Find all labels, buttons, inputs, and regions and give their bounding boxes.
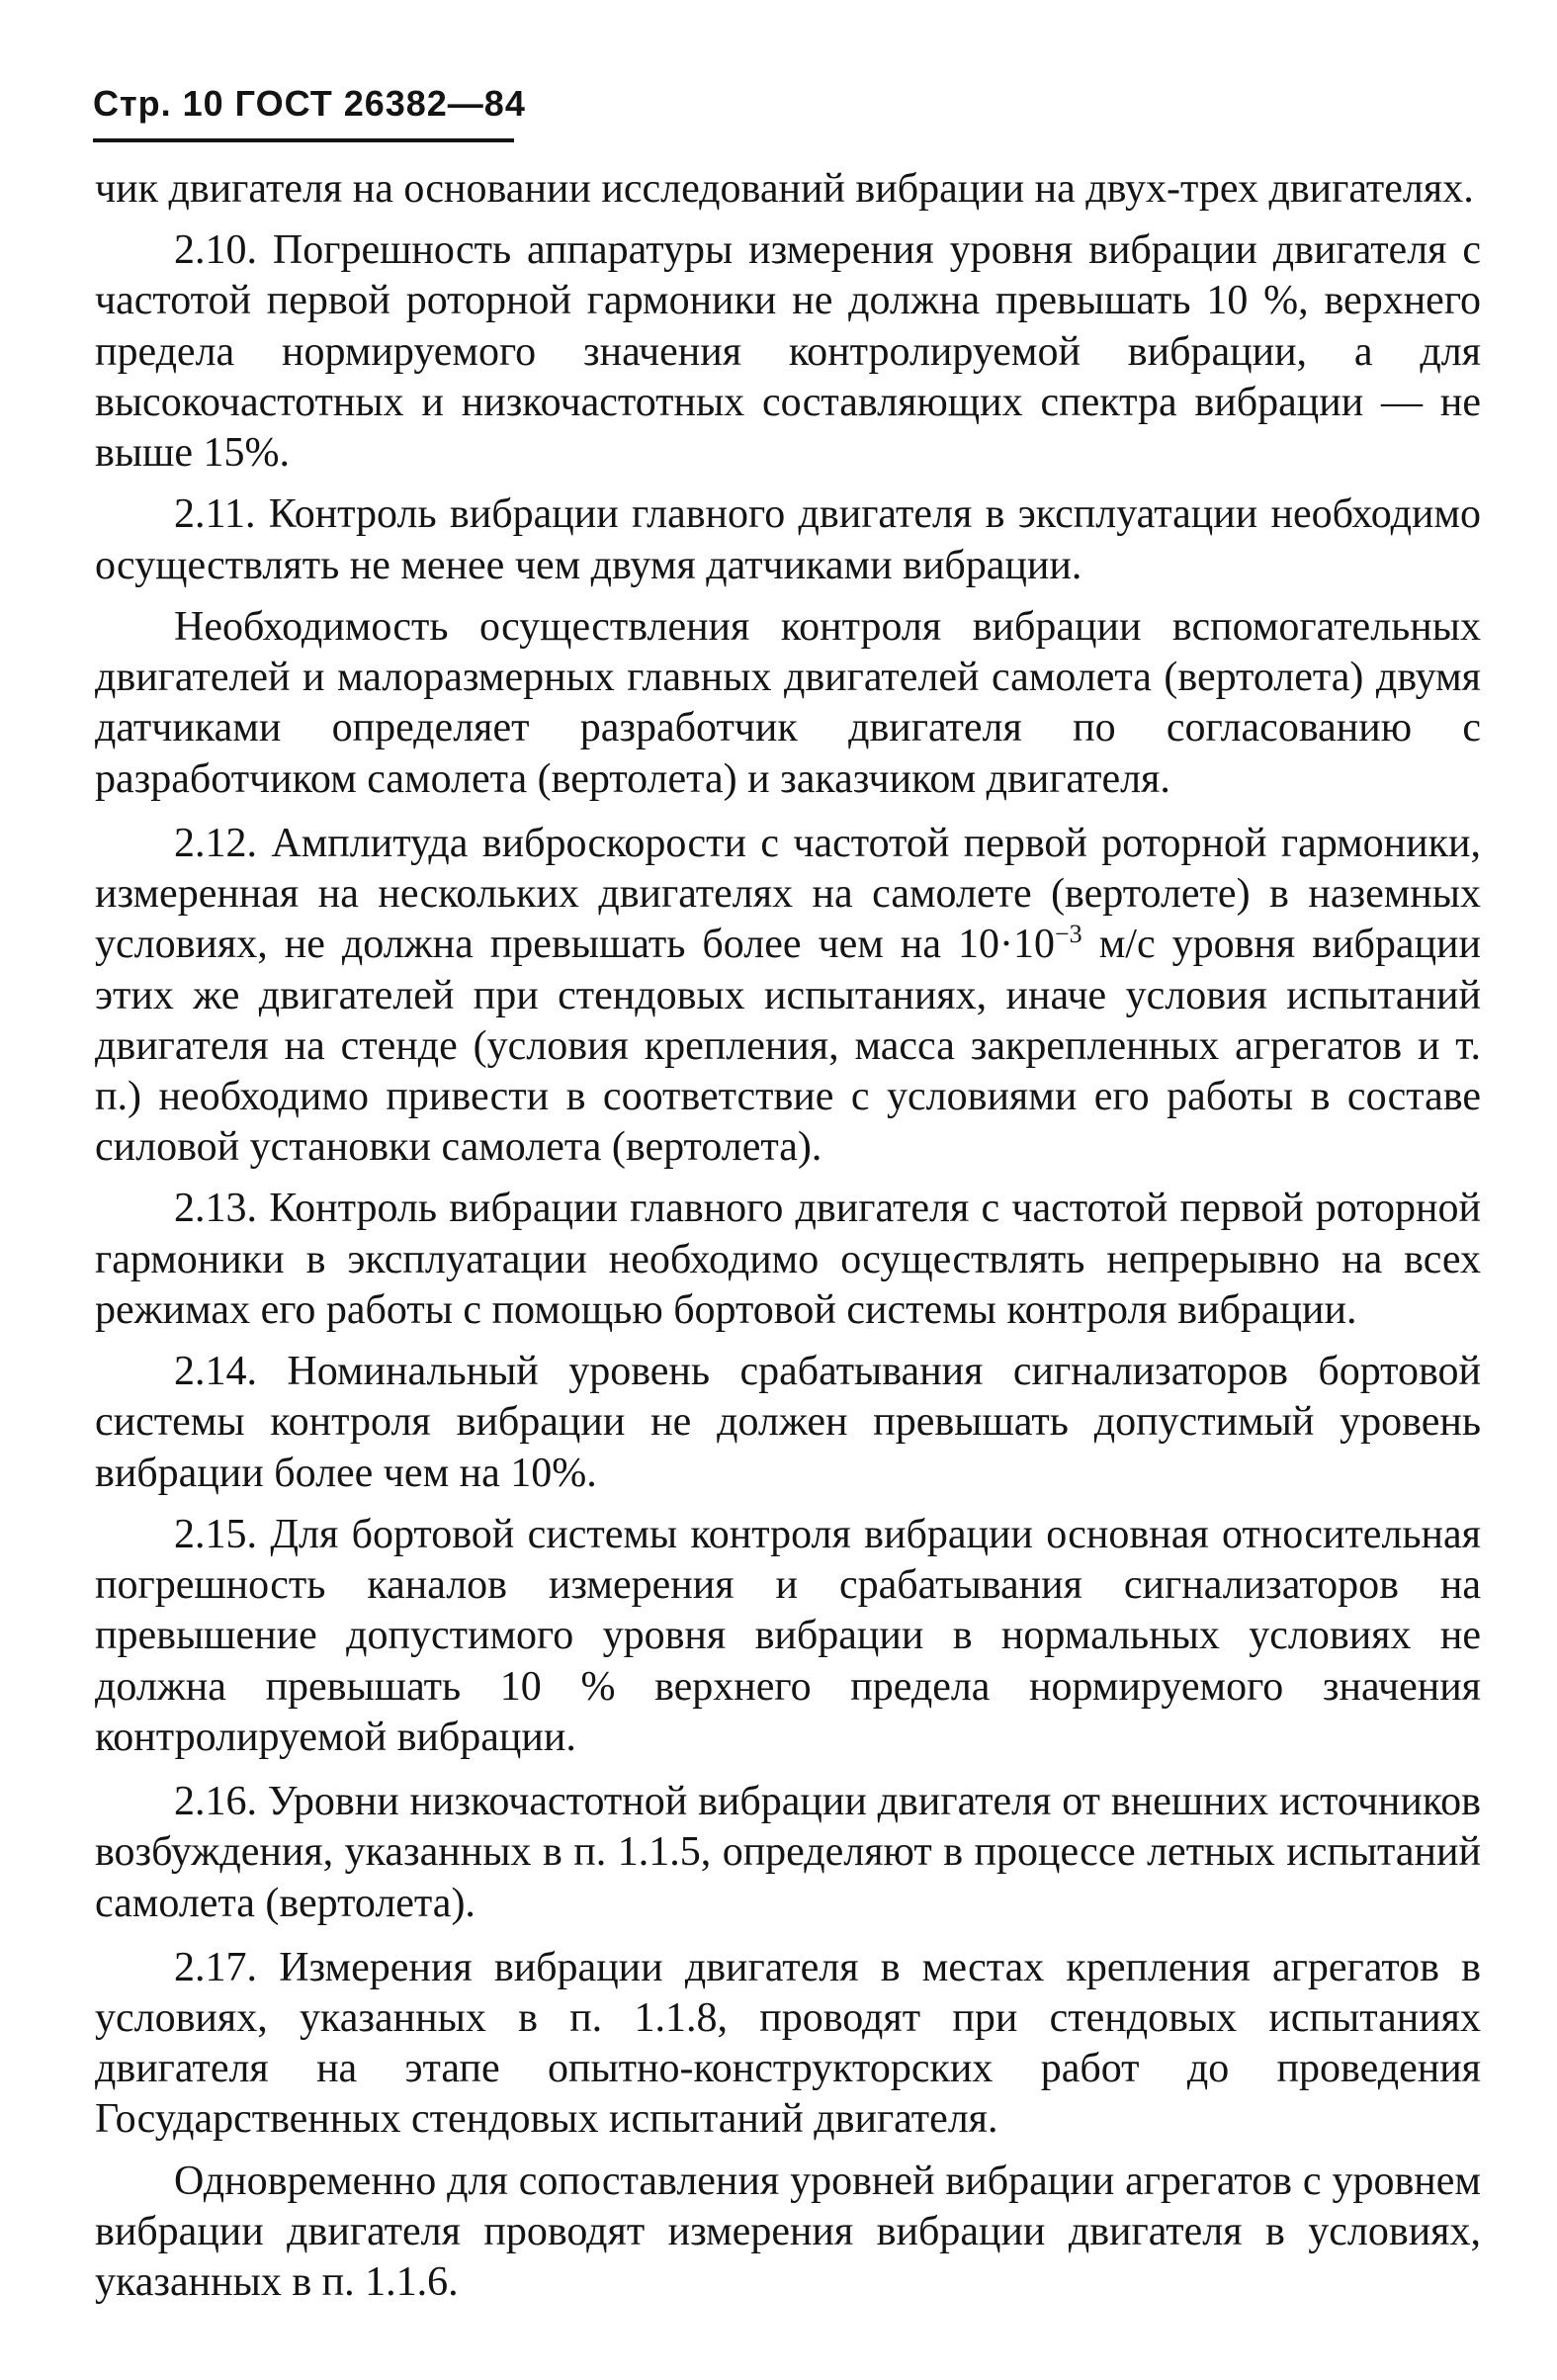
paragraph-2-11: 2.11. Контроль вибрации главного двигателя в эксплуатации необходимо осуществлять не менее чем двумя датчиками вибрации. <box>95 491 1481 588</box>
paragraph-2-15: 2.15. Для бортовой системы контроля вибрации основная относительная погрешность каналов измерения и срабатывания сигнализаторов на превышение допустимого уровня вибрации в нормальных условиях не должна превышать 10 % верхнего предела нормируемого значения контролируемой вибрации. <box>95 1511 1481 1760</box>
paragraph-2-17-note: Одновременно для сопоставления уровней вибрации агрегатов с уровнем вибрации двигателя проводят измерения вибрации двигателя в условиях, указанных в п. 1.1.6. <box>95 2158 1481 2306</box>
paragraph-2-13: 2.13. Контроль вибрации главного двигателя с частотой первой роторной гармоники в эксплуатации необходимо осуществлять непрерывно на всех режимах его работы с помощью бортовой системы контроля вибрации. <box>95 1186 1481 1333</box>
paragraph-2-12 <box>95 819 1481 1174</box>
paragraph-2-12-part2: м/с уровня вибрации этих же двигателей при стендовых испытаниях, иначе условия испытаний двигателя на стенде (условия крепления, масса закрепленных агрегатов и т. п.) необходимо привести в соответствие с условиями его работы в составе силовой установки самолета (вертолета). <box>95 922 1482 1171</box>
paragraph-2-10: 2.10. Погрешность аппаратуры измерения уровня вибрации двигателя с частотой первой роторной гармоники не должна превышать 10 %, верхнего предела нормируемого значения контролируемой вибрации, а для высокочастотных и низкочастотных составляющих спектра вибрации — не выше 15%. <box>95 227 1481 477</box>
document-body <box>95 164 1481 2319</box>
paragraph-2-17: 2.17. Измерения вибрации двигателя в местах крепления агрегатов в условиях, указанных в п. 1.1.8, проводят при стендовых испытаниях двигателя на этапе опытно-конструкторских работ до проведения Государственных стендовых испытаний двигателя. <box>95 1944 1481 2143</box>
paragraph-continuation: чик двигателя на основании исследований вибрации на двух-трех двигателях. <box>95 166 1474 212</box>
page-header: Стр. 10 ГОСТ 26382—84 <box>93 83 526 124</box>
paragraph-2-11-note: Необходимость осуществления контроля вибрации вспомогательных двигателей и малоразмерных главных двигателей самолета (вертолета) двумя датчиками определяет разработчик двигателя по согласованию с разработчиком самолета (вертолета) и заказчиком двигателя. <box>95 603 1481 802</box>
paragraph-2-12-part1: 2.12. Амплитуда виброскорости с частотой первой роторной гармоники, измеренная на нескольких двигателях на самолете (вертолете) в наземных условиях, не должна превышать более чем на 10·10 <box>95 820 1481 968</box>
paragraph-2-14: 2.14. Номинальный уровень срабатывания сигнализаторов бортовой системы контроля вибрации не должен превышать допустимый уровень вибрации более чем на 10%. <box>95 1349 1481 1496</box>
exponent: −3 <box>1055 920 1082 949</box>
header-rule <box>93 138 514 142</box>
paragraph-2-16: 2.16. Уровни низкочастотной вибрации двигателя от внешних источников возбуждения, указанных в п. 1.1.5, определяют в процессе летных испытаний самолета (вертолета). <box>95 1779 1481 1926</box>
